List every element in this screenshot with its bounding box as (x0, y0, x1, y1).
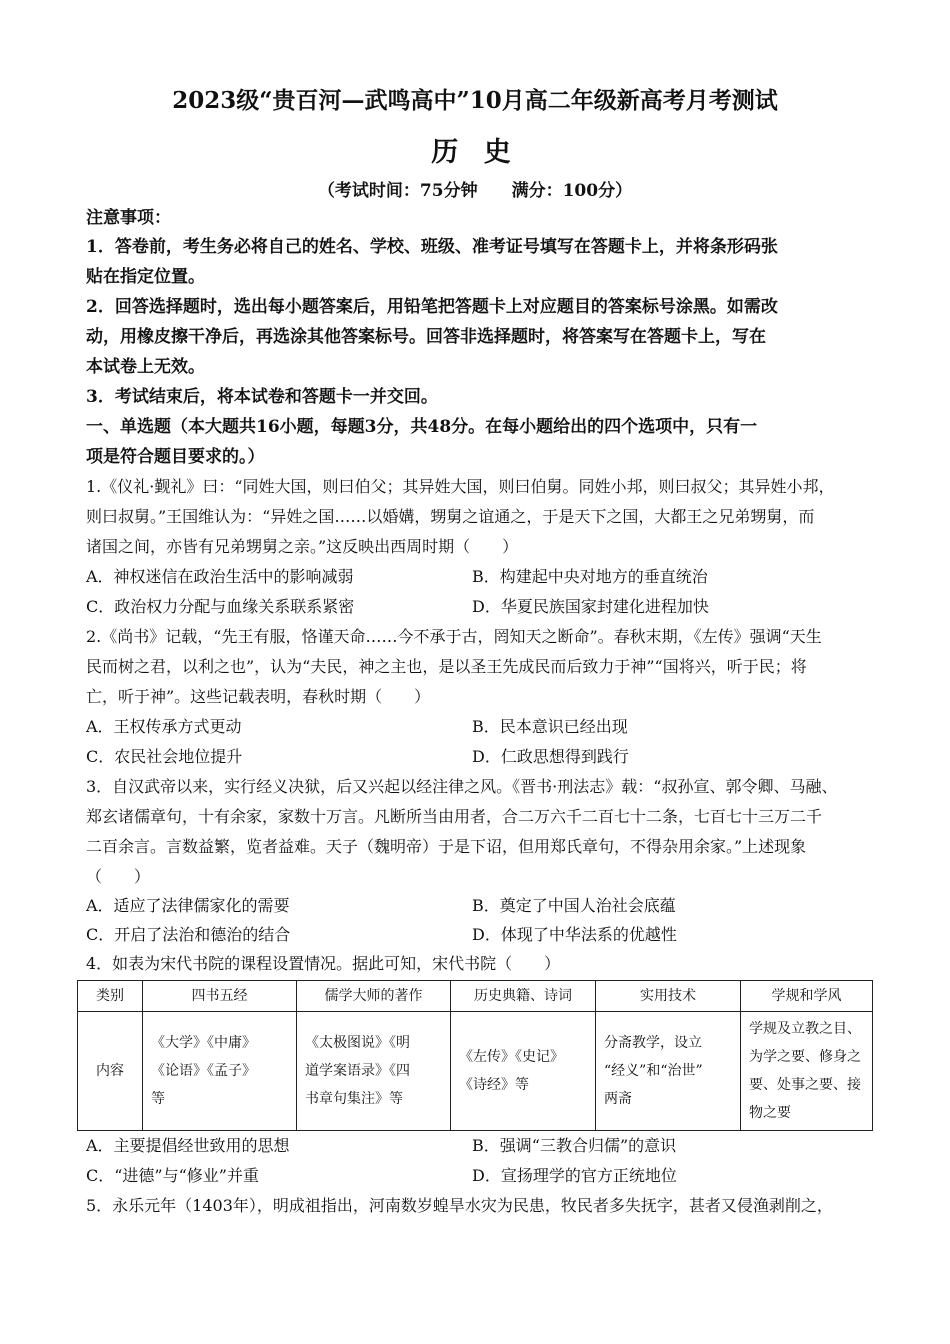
table-cell (143, 1012, 297, 1131)
section-heading-line-2: 项是符合题目要求的。） (86, 447, 265, 467)
cell-line: 要、处事之要、接 (749, 1077, 861, 1093)
q2-option-d: D．仁政思想得到践行 (472, 747, 629, 766)
q3-stem-line-2: 郑玄诸儒章句，十有余家，家数十万言。凡断所当由用者，合二万六千二百七十二条，七百七十三万二千 (86, 807, 823, 826)
q2-option-c: C．农民社会地位提升 (86, 747, 243, 766)
q1-stem-line-2: 则曰叔舅。”王国维认为：“异姓之国……以婚媾，甥舅之谊通之，于是天下之国，大都王之兄弟甥舅，而 (86, 507, 815, 526)
q1-option-c: C．政治权力分配与血缘关系联系紧密 (86, 597, 355, 616)
q1-option-b: B．构建起中央对地方的垂直统治 (472, 567, 708, 586)
table-header-cell: 历史典籍、诗词 (451, 981, 596, 1012)
table-header-cell: 四书五经 (143, 981, 297, 1012)
table-row (78, 1012, 873, 1131)
q3-option-c: C．开启了法治和德治的结合 (86, 925, 291, 944)
cell-line: 《大学》《中庸》 (151, 1035, 256, 1051)
cell-line: “经义”和“治世” (604, 1063, 703, 1079)
notice-item-2-line-3: 本试卷上无效。 (86, 357, 205, 377)
notice-item-2-line-2: 动，用橡皮擦干净后，再选涂其他答案标号。回答非选择题时，将答案写在答题卡上，写在 (86, 327, 766, 347)
q2-stem-line-2: 民而树之君，以利之也”，认为“夫民，神之主也，是以圣王先成民而后致力于神”“国将兴，听于民；将 (86, 657, 807, 676)
table-header-cell: 儒学大师的著作 (297, 981, 451, 1012)
q4-option-c: C．“进德”与“修业”并重 (86, 1166, 259, 1185)
section-heading-line-1: 一、单选题（本大题共16小题，每题3分，共48分。在每小题给出的四个选项中，只有一 (86, 417, 758, 437)
cell-line: 《左传》《史记》 (459, 1049, 564, 1065)
cell-line: 两斋 (604, 1091, 632, 1107)
q3-option-b: B．奠定了中国人治社会底蕴 (472, 896, 676, 915)
cell-line: 分斋教学，设立 (604, 1035, 702, 1051)
cell-line: 道学案语录》《四 (305, 1063, 410, 1079)
notice-item-2-line-1: 2．回答选择题时，选出每小题答案后，用铅笔把答题卡上对应题目的答案标号涂黑。如需改 (86, 297, 778, 317)
notice-heading: 注意事项： (86, 208, 171, 228)
q2-option-a: A．王权传承方式更动 (86, 717, 242, 736)
q4-option-d: D．宣扬理学的官方正统地位 (472, 1166, 677, 1185)
notice-item-3: 3．考试结束后，将本试卷和答题卡一并交回。 (86, 387, 438, 407)
cell-line: 为学之要、修身之 (749, 1049, 861, 1065)
q1-stem-line-1: 1.《仪礼·觐礼》曰：“同姓大国，则曰伯父；其异姓大国，则曰伯舅。同姓小邦，则曰叔父；其异姓小邦， (86, 477, 835, 496)
table-header-cell: 类别 (78, 981, 143, 1012)
q5-stem-line-1: 5．永乐元年（1403年），明成祖指出，河南数岁蝗旱水灾为民患，牧民者多失抚字，甚者又侵渔剥削之， (86, 1196, 833, 1215)
table-header-cell: 学规和学风 (741, 981, 873, 1012)
q2-option-b: B．民本意识已经出现 (472, 717, 628, 736)
q4-stem: 4．如表为宋代书院的课程设置情况。据此可知，宋代书院（ ） (86, 954, 561, 973)
cell-line: 学规及立教之目、 (749, 1021, 861, 1037)
cell-line: 《太极图说》《明 (305, 1035, 410, 1051)
table-cell (741, 1012, 873, 1131)
cell-line: 书章句集注》等 (305, 1091, 403, 1107)
q1-stem-line-3: 诸国之间，亦皆有兄弟甥舅之亲。”这反映出西周时期（ ） (86, 537, 519, 556)
q1-option-d: D．华夏民族国家封建化进程加快 (472, 597, 709, 616)
exam-info: （考试时间：75分钟 满分：100分） (317, 181, 633, 201)
cell-line: 《论语》《孟子》 (151, 1063, 256, 1079)
q1-option-a: A．神权迷信在政治生活中的影响减弱 (86, 567, 354, 586)
notice-item-1-line-1: 1．答卷前，考生务必将自己的姓名、学校、班级、准考证号填写在答题卡上，并将条形码张 (86, 237, 778, 257)
q3-option-a: A．适应了法律儒家化的需要 (86, 896, 290, 915)
q4-option-a: A．主要提倡经世致用的思想 (86, 1136, 290, 1155)
exam-title: 2023级“贵百河—武鸣高中”10月高二年级新高考月考测试 (172, 87, 778, 114)
cell-line: 《诗经》等 (459, 1077, 529, 1093)
table-row-label: 内容 (78, 1012, 143, 1131)
notice-item-1-line-2: 贴在指定位置。 (86, 267, 205, 287)
q2-stem-line-3: 亡，听于神”。这些记载表明，春秋时期（ ） (86, 687, 431, 706)
q3-stem-line-4: （ ） (86, 867, 151, 886)
table-header-cell: 实用技术 (596, 981, 741, 1012)
cell-line: 等 (151, 1091, 165, 1107)
q2-stem-line-1: 2.《尚书》记载，“先王有服，恪谨天命……今不承于古，罔知天之断命”。春秋末期，《左传》强调“天生 (86, 627, 822, 646)
academy-course-table (77, 980, 873, 1131)
table-cell (297, 1012, 451, 1131)
q4-option-b: B．强调“三教合归儒”的意识 (472, 1136, 677, 1155)
table-cell (596, 1012, 741, 1131)
table-header-row (78, 981, 873, 1012)
cell-line: 物之要 (749, 1105, 791, 1121)
q3-option-d: D．体现了中华法系的优越性 (472, 925, 677, 944)
q3-stem-line-3: 二百余言。言数益繁，览者益难。天子（魏明帝）于是下诏，但用郑氏章句，不得杂用余家。”上述现象 (86, 837, 807, 856)
table-cell (451, 1012, 596, 1131)
q3-stem-line-1: 3．自汉武帝以来，实行经义决狱，后又兴起以经注律之风。《晋书·刑法志》载：“叔孙宣、郭令卿、马融、 (86, 777, 838, 796)
subject-title: 历 史 (431, 137, 519, 168)
